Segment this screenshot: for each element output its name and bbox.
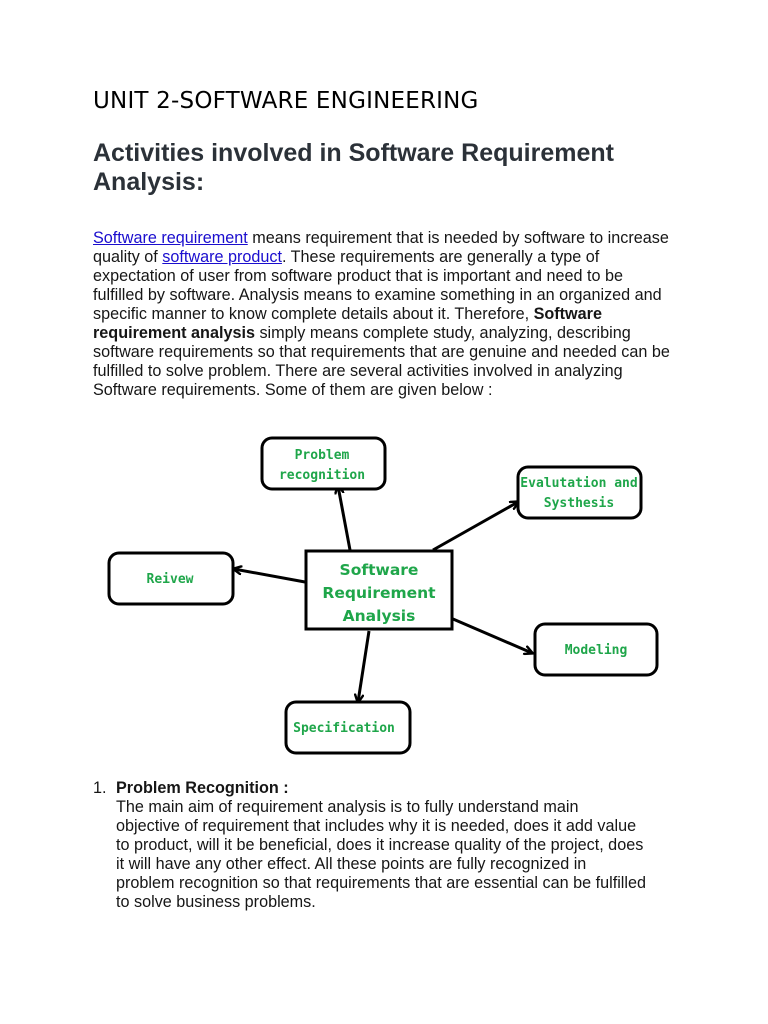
list-item-title: Problem Recognition : [116,779,289,797]
evaluation-node-line-1: Evalutation and [520,476,638,491]
arrow-to-modeling [453,619,532,653]
page-heading: Activities involved in Software Requirement Analysis: [93,139,614,196]
evaluation-node-line-2: Systhesis [543,496,615,511]
intro-bold-term: Software requirement analysis [93,305,602,342]
software-requirement-link[interactable]: Software requirement [93,229,248,247]
software-product-link[interactable]: software product [162,248,282,266]
center-node-line-1: Software [339,561,419,579]
problem-node-line-1: Problem [294,448,350,463]
intro-paragraph [93,229,673,400]
intro-text-1: means requirement that is needed by software to increase quality of [93,229,669,266]
intro-text-2: . These requirements are generally a type of expectation of user from software product that is important and need to be fulfilled by software. Analysis means to examine something in an organized and specific manner to know complete details about it. Therefore, [93,248,662,323]
problem-node-line-2: recognition [278,468,366,483]
arrow-to-problem [338,486,350,550]
review-node-label: Reivew [146,572,194,587]
unit-title: UNIT 2-SOFTWARE ENGINEERING [93,88,479,114]
requirement-analysis-diagram [100,430,670,765]
specification-node-label: Specification [293,721,395,736]
arrow-to-specification [358,631,369,702]
list-item-number: 1. [93,779,107,797]
list-item-body: The main aim of requirement analysis is to fully understand main objective of requirement that includes why it is needed, does it add value to product, will it be beneficial, does it increase quality of the project, does it will have any other effect. All these points are fully recognized in problem recognition so that requirements that are essential can be fulfilled to solve business problems. [116,798,646,911]
modeling-node-label: Modeling [564,643,628,658]
center-node-line-3: Analysis [342,607,416,625]
arrow-to-review [234,569,305,582]
arrow-to-evaluation [433,502,518,550]
center-node-line-2: Requirement [322,584,436,602]
intro-text-3: simply means complete study, analyzing, describing software requirements so that requirements that are genuine and needed can be fulfilled to solve problem. There are several activities involved in analyzing Software requirements. Some of them are given below : [93,324,670,399]
